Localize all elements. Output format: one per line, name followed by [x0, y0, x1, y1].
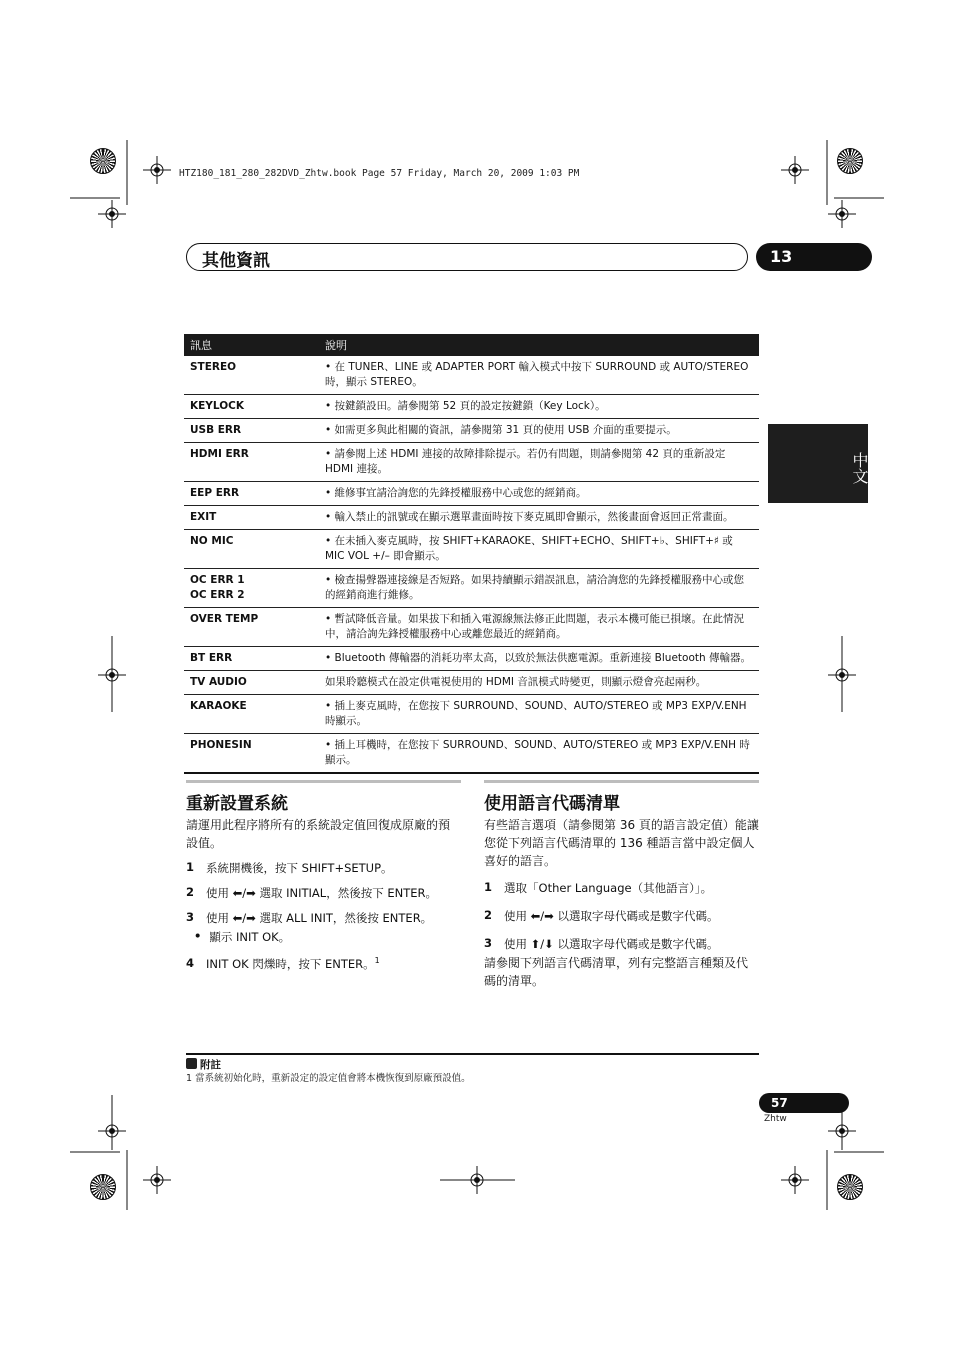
table-row — [184, 530, 759, 569]
chapter-number: 13 — [756, 243, 872, 271]
message-table — [184, 334, 759, 774]
table-row — [184, 395, 759, 419]
message-code: KEYLOCK — [184, 395, 319, 419]
step-item — [186, 956, 461, 972]
footnote-rule — [186, 1053, 759, 1055]
step-number: 1 — [484, 880, 493, 894]
section-intro: 有些語言選項（請參閱第 36 頁的語言設定值）能讓您從下列語言代碼清單的 136 種語言當中設定個人喜好的語言。 — [484, 818, 759, 868]
column-header-message: 訊息 — [184, 334, 319, 356]
message-code: USB ERR — [184, 419, 319, 443]
message-description: • Bluetooth 傳輸器的消耗功率太高，以致於無法供應電源。重新連接 Bluetooth 傳輸器。 — [319, 647, 759, 671]
message-code: PHONESIN — [184, 734, 319, 774]
section-title: 重新設置系統 — [186, 794, 288, 814]
message-code: NO MIC — [184, 530, 319, 569]
message-description: • 插上麥克風時，在您按下 SURROUND、SOUND、AUTO/STEREO 或 MP3 EXP/V.ENH 時顯示。 — [319, 695, 759, 734]
footnote-text: 1 當系統初始化時，重新設定的設定值會將本機恢復到原廠預設值。 — [186, 1073, 471, 1084]
message-code: OC ERR 1 OC ERR 2 — [184, 569, 319, 608]
language-section — [484, 780, 759, 990]
language-side-tab: 中文 — [768, 424, 868, 503]
step-item — [484, 880, 759, 896]
message-description: • 請參閱上述 HDMI 連接的故障排除提示。若仍有問題，則請參閱第 42 頁的重新設定 HDMI 連接。 — [319, 443, 759, 482]
step-item — [186, 860, 461, 876]
message-code: TV AUDIO — [184, 671, 319, 695]
section-outro: 請參閱下列語言代碼清單，列有完整語言種類及代碼的清單。 — [484, 956, 749, 988]
step-number: 4 — [186, 956, 195, 970]
step-text: 使用 ⬅/➡ 選取 ALL INIT，然後按 ENTER。 — [206, 911, 433, 925]
message-description: • 插上耳機時，在您按下 SURROUND、SOUND、AUTO/STEREO 或 MP3 EXP/V.ENH 時顯示。 — [319, 734, 759, 774]
message-code: HDMI ERR — [184, 443, 319, 482]
note-icon — [186, 1058, 197, 1069]
page-number: 57 — [759, 1093, 849, 1113]
column-header-description: 說明 — [319, 334, 759, 356]
step-number: 1 — [186, 860, 195, 874]
table-row — [184, 695, 759, 734]
table-row — [184, 356, 759, 395]
message-code: BT ERR — [184, 647, 319, 671]
step-text: 系統開機後，按下 SHIFT+SETUP。 — [206, 861, 393, 875]
step-text: 使用 ⬆/⬇ 以選取字母代碼或是數字代碼。 — [504, 937, 719, 951]
message-description: • 維修事宜請洽詢您的先鋒授權服務中心或您的經銷商。 — [319, 482, 759, 506]
message-description: • 輸入禁止的訊號或在顯示選單畫面時按下麥克風即會顯示，然後畫面會返回正常畫面。 — [319, 506, 759, 530]
table-row — [184, 647, 759, 671]
message-description: • 按鍵鎖設田。請參閱第 52 頁的設定按鍵鎖（Key Lock）。 — [319, 395, 759, 419]
step-bullet-mark: • — [194, 929, 202, 943]
message-code: EEP ERR — [184, 482, 319, 506]
table-row — [184, 734, 759, 774]
message-description: • 暫試降低音量。如果拔下和插入電源線無法修正此問題，表示本機可能已損壞。在此情況中，請洽詢先鋒授權服務中心或離您最近的經銷商。 — [319, 608, 759, 647]
note-label-text: 附註 — [200, 1059, 221, 1071]
message-code: KARAOKE — [184, 695, 319, 734]
chapter-title: 其他資訊 — [202, 251, 270, 271]
message-description: • 在未插入麥克風時，按 SHIFT+KARAOKE、SHIFT+ECHO、SHIFT+♭、SHIFT+♯ 或 MIC VOL +/– 即會顯示。 — [319, 530, 759, 569]
step-text: 使用 ⬅/➡ 以選取字母代碼或是數字代碼。 — [504, 909, 719, 923]
message-code: STEREO — [184, 356, 319, 395]
step-number: 3 — [186, 910, 195, 924]
step-text: 顯示 INIT OK。 — [209, 930, 291, 944]
message-description: 如果聆聽模式在設定供電視使用的 HDMI 音訊模式時變更，則顯示燈會亮起兩秒。 — [319, 671, 759, 695]
section-title: 使用語言代碼清單 — [484, 794, 620, 814]
footnote-ref: 1 — [374, 956, 380, 966]
message-description: • 如需更多與此相關的資訊，請參閱第 31 頁的使用 USB 介面的重要提示。 — [319, 419, 759, 443]
step-text: INIT OK 閃爍時，按下 ENTER。 — [206, 957, 375, 971]
step-number: 2 — [186, 885, 195, 899]
step-text: 選取「Other Language（其他語言）」。 — [504, 881, 713, 895]
print-meta-line: HTZ180_181_280_282DVD_Zhtw.book Page 57 Friday, March 20, 2009 1:03 PM — [179, 168, 580, 179]
language-code: Zhtw — [764, 1114, 787, 1124]
step-item — [186, 885, 461, 901]
table-row — [184, 506, 759, 530]
section-rule — [484, 780, 759, 783]
message-description: • 在 TUNER、LINE 或 ADAPTER PORT 輸入模式中按下 SURROUND 或 AUTO/STEREO 時，顯示 STEREO。 — [319, 356, 759, 395]
step-item — [186, 910, 461, 926]
message-code: OVER TEMP — [184, 608, 319, 647]
table-row — [184, 569, 759, 608]
reset-section — [186, 780, 461, 972]
step-number: 2 — [484, 908, 493, 922]
step-item — [484, 908, 759, 924]
section-intro: 請運用此程序將所有的系統設定值回復成原廠的預設值。 — [186, 818, 451, 850]
step-bullet — [186, 929, 461, 945]
table-row — [184, 419, 759, 443]
step-item — [484, 936, 759, 952]
table-header-row — [184, 334, 759, 356]
table-row — [184, 608, 759, 647]
section-rule — [186, 780, 461, 783]
chapter-title-bar — [186, 243, 748, 271]
message-description: • 檢查揚聲器連接線是否短路。如果持續顯示錯誤訊息，請洽詢您的先鋒授權服務中心或您的經銷商進行維修。 — [319, 569, 759, 608]
step-number: 3 — [484, 936, 493, 950]
table-row — [184, 482, 759, 506]
table-row — [184, 443, 759, 482]
step-text: 使用 ⬅/➡ 選取 INITIAL，然後按下 ENTER。 — [206, 886, 438, 900]
message-code: EXIT — [184, 506, 319, 530]
table-row — [184, 671, 759, 695]
